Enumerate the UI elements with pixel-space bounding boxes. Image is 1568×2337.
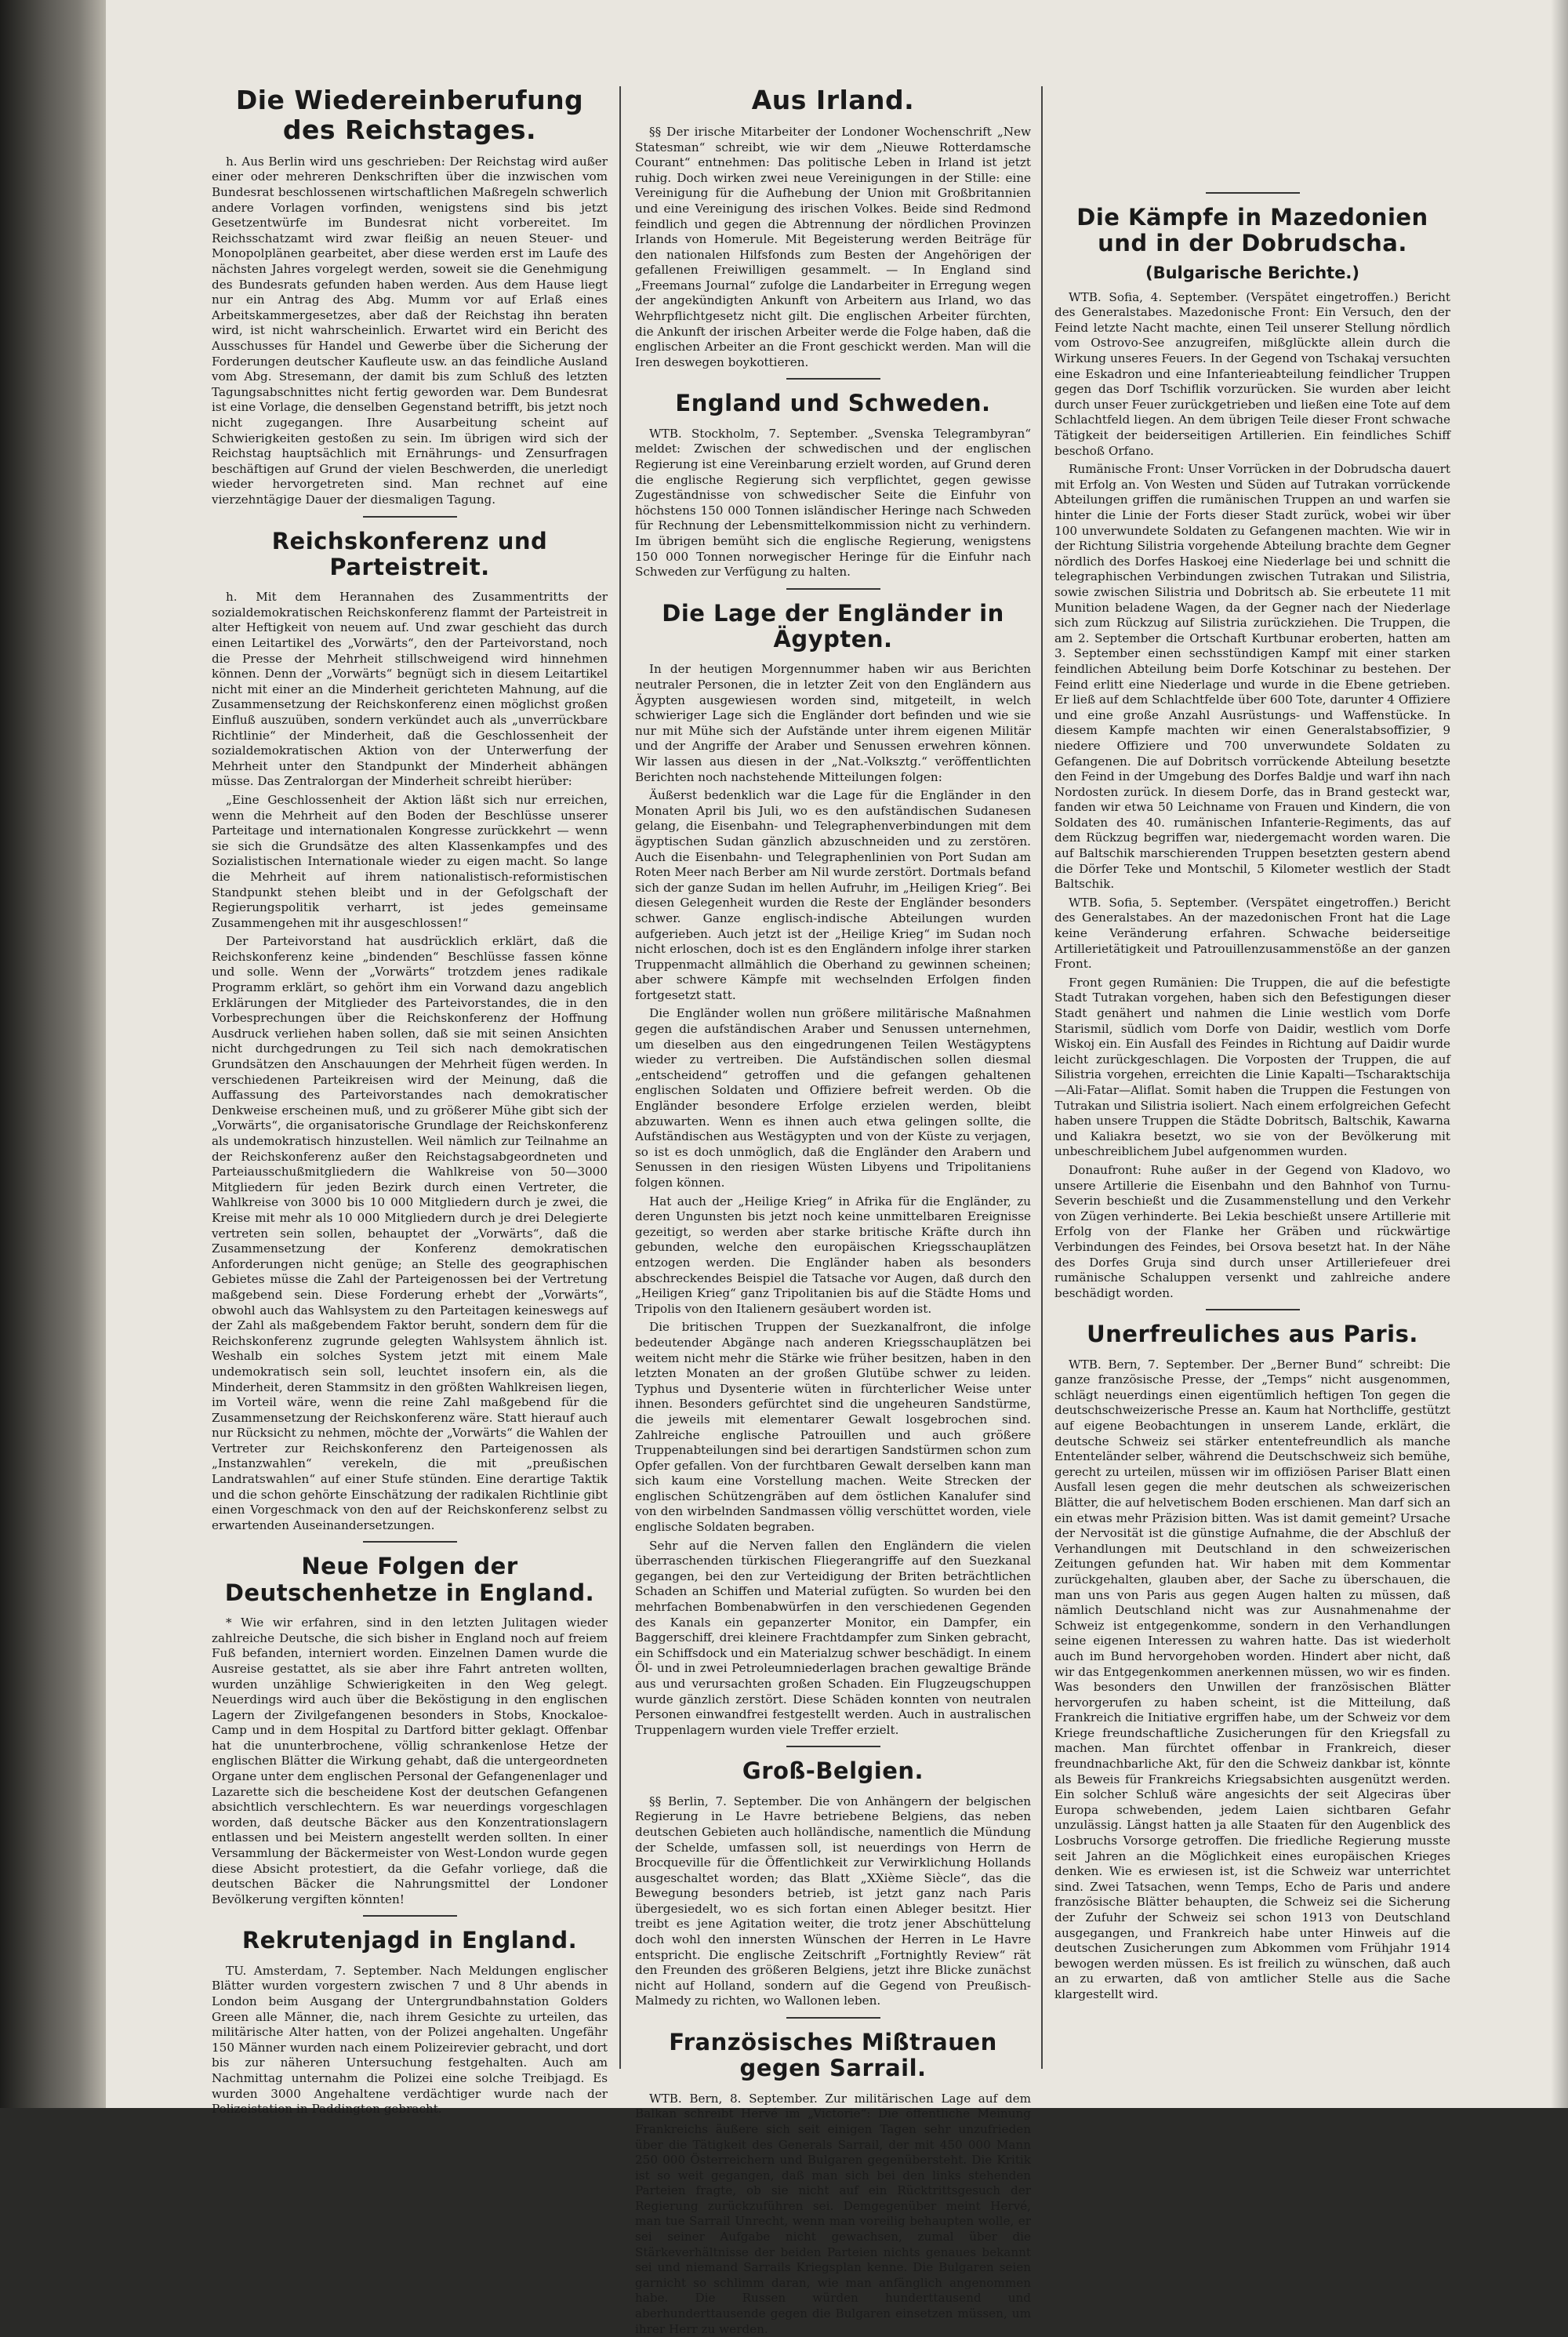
book-binding-edge bbox=[0, 0, 106, 2108]
separator bbox=[786, 2017, 880, 2019]
separator bbox=[786, 588, 880, 590]
separator bbox=[1206, 1309, 1300, 1310]
paragraph: §§ Der irische Mitarbeiter der Londoner Wochenschrift „New Statesman“ schreibt, wie wir dem „Nieuwe Rotterdamsche Courant“ entnehmen: Das politische Leben in Irland ist jetzt ruhig. Doch wirken zwei neue Vereinigungen in der Stille: eine Vereinigung für die Aufhebung der Union mit Großbritannien und eine Vereinigung des irischen Volkes. Beide sind Redmond feindlich und gegen die Abtrennung der nördlichen Provinzen Irlands von Homerule. Mit Begeisterung werden Beiträge für den nationalen Hilfsfonds zum Besten der Angehörigen der gefallenen Freiwilligen gesammelt. — In England sind „Freemans Journal“ zufolge die Landarbeiter in Erregung wegen der angekündigten Ankunft von Arbeitern aus Irland, wo das Wehrpflichtgesetz nicht gilt. Die englischen Arbeiter fürchten, die Ankunft der irischen Arbeiter werde die Folge haben, daß die englischen Arbeiter an die Front geschickt werden. Man will die Iren deswegen boykottieren. bbox=[635, 124, 1031, 369]
separator bbox=[1206, 192, 1300, 194]
headline-mazedonien: Die Kämpfe in Mazedonien und in der Dobrudscha. bbox=[1076, 204, 1428, 257]
paragraph: WTB. Sofia, 4. September. (Verspätet eingetroffen.) Bericht des Generalstabes. Mazedonische Front: Ein Versuch, den der Feind letzte Nacht machte, einen Teil unserer Stellung nördlich vom Ostrovo-See anzugreifen, mißglückte allein durch die Wirkung unseres Feuers. In der Gegend von Tschakaj versuchten eine Eskadron und eine Infanterieabteilung feindlicher Truppen gegen das Dorf Tschiflik vorzurücken. Sie wurden aber leicht durch unser Feuer zurückgetrieben und ließen eine Tote auf dem Schlachtfeld liegen. An dem übrigen Teile dieser Front schwache Tätigkeit der beiderseitigen Artillerien. Ein feindliches Schiff beschoß Orfano. bbox=[1054, 289, 1450, 458]
paragraph: Sehr auf die Nerven fallen den Engländern die vielen überraschenden türkischen Fliegerangriffe auf den Suezkanal gegangen, bei den zur Verteidigung der Briten beträchtlichen Schaden an Schiffen und Material zufügten. So wurden bei den mehrfachen Bombenabwürfen in den verschiedenen Gegenden des Kanals ein gepanzerter Monitor, ein Dampfer, ein Baggerschiff, drei kleinere Frachtdampfer zum Sinken gebracht, ein Schiffsdock und ein Materialzug schwer beschädigt. In einem Öl- und in zwei Petroleumniederlagen brachen gewaltige Brände aus und verursachten großen Schaden. Ein Flugzeugschuppen wurde gänzlich zerstört. Diese Schäden konnten von neutralen Personen einwandfrei festgestellt werden. Auch in australischen Truppenlagern wurden viele Treffer erzielt. bbox=[635, 1538, 1031, 1737]
newspaper-page bbox=[106, 0, 1568, 2336]
paragraph: * Wie wir erfahren, sind in den letzten Julitagen wieder zahlreiche Deutsche, die sich bisher in England noch auf freiem Fuß befanden, interniert worden. Einzelnen Damen wurde die Ausreise gestattet, als sie aber ihre Fahrt antreten wollten, wurden unzählige Schwierigkeiten in den Weg gelegt. Neuerdings wird auch über die Beköstigung in den englischen Lagern der Zivilgefangenen besonders in Stobs, Knockaloe-Camp und in dem Hospital zu Dartford bitter geklagt. Offenbar hat die ununterbrochene, völlig schrankenlose Hetze der englischen Blätter die Wirkung gehabt, daß die untergeordneten Organe unter dem englischen Personal der Gefangenenlager und Lazarette sich die bescheidene Kost der deutschen Gefangenen absichtlich verschlechtern. Es war neuerdings vorgeschlagen worden, daß deutsche Bäcker aus den Konzentrationslagern entlassen und bei Meistern angestellt werden sollten. In einer Versammlung der Bäckermeister von West-London wurde gegen diese Absicht protestiert, da die Gefahr vorliege, daß die deutschen Bäcker die Nahrungsmittel der Londoner Bevölkerung vergiften könnten! bbox=[212, 1616, 608, 1906]
paragraph: WTB. Bern, 8. September. Zur militärischen Lage auf dem Balkan schreibt Hervé im „Victorie“: Die öffentliche Meinung Frankreichs äußere sich seit einigen Tagen sehr unzufrieden über die Tätigkeit des Generals Sarrail, der mit 450 000 Mann 250 000 Österreichern und Bulgaren gegenübersteht. Die Kritik ist so weit gegangen, daß man sich bei den links stehenden Parteien fragte, ob sie nicht auf ein Rücktrittsgesuch der Regierung zurückzuführen sei. Demgegenüber meint Hervé, man tue Sarrail Unrecht, wenn man voreilig behaupten wolle, er sei seiner Aufgabe nicht gewachsen, zumal über die Stärkeverhältnisse der beiden Parteien nichts genaues bekannt sei und niemand Sarrails Kriegsplan kenne. Die Bulgaren seien garnicht so schlimm daran, wie man anfänglich angenommen habe. Die Russen würden hunderttausend und aberhunderttausende gegen die Bulgaren einsetzen müssen, um ihrer Herr zu werden. bbox=[635, 2091, 1031, 2336]
paragraph: Die Engländer wollen nun größere militärische Maßnahmen gegen die aufständischen Araber und Senussen unternehmen, um dieselben aus den eingedrungenen Teilen Westägyptens wieder zu vertreiben. Die Aufständischen sollen diesmal „entscheidend“ getroffen und die gefangen gehaltenen englischen Soldaten und Offiziere befreit werden. Ob die Engländer besondere Erfolge erzielen werden, bleibt abzuwarten. Wenn es ihnen auch etwa gelingen sollte, die Aufständischen aus Westägypten und von der Küste zu verjagen, so ist es doch unmöglich, daß die Engländer den Arabern und Senussen in den riesigen Wüsten Libyens und Tripolitaniens folgen können. bbox=[635, 1006, 1031, 1190]
column-3 bbox=[1054, 75, 1450, 2077]
paragraph: TU. Amsterdam, 7. September. Nach Meldungen englischer Blätter wurden vorgestern zwischen 7 und 8 Uhr abends in London beim Ausgang der Untergrundbahnstation Golders Green alle Männer, die, nach ihrem Gesichte zu urteilen, das militärische Alter hatten, von der Polizei angehalten. Ungefähr 150 Männer wurden nach einem Polizeirevier gebracht, und dort bis zur näheren Untersuchung festgehalten. Auch am Nachmittag unternahm die Polizei eine solche Treibjagd. Es wurden 3000 Angehaltene verdächtiger wurde nach der Polizeistation in Paddington gebracht. bbox=[212, 1963, 608, 2117]
paragraph: Hat auch der „Heilige Krieg“ in Afrika für die Engländer, zu deren Ungunsten bis jetzt noch keine unmittelbaren Ereignisse gezeitigt, so werden aber starke britische Kräfte durch ihn gebunden, welche den europäischen Kriegsschauplätzen entzogen werden. Die Engländer haben als besonders abschreckendes Beispiel die Tatsache vor Augen, daß durch den „Heiligen Krieg“ ganz Tripolitanien bis auf die Städte Homs und Tripolis von den Italienern gesäubert worden ist. bbox=[635, 1194, 1031, 1316]
paragraph: Donaufront: Ruhe außer in der Gegend von Kladovo, wo unsere Artillerie die Eisenbahn und den Bahnhof von Turnu-Severin beschießt und die Zusammenstellung und den Verkehr von Zügen verhinderte. Bei Lekia beschießt unsere Artillerie mit Erfolg von der Flanke her Gräben und rückwärtige Verbindungen des Feindes, bei Orsova besetzt hat. In der Nähe des Dorfes Gruja sind durch unser Artilleriefeuer drei rumänische Schaluppen versenkt und zahlreiche andere beschädigt worden. bbox=[1054, 1162, 1450, 1300]
separator bbox=[363, 1915, 457, 1917]
paragraph: Front gegen Rumänien: Die Truppen, die auf die befestigte Stadt Tutrakan vorgehen, haben sich den Befestigungen dieser Stadt genähert und nahmen die Linie westlich vom Dorfe Starismil, südlich vom Dorfe von Daidir, westlich vom Dorfe Wiskoj ein. Ein Ausfall des Feindes in Richtung auf Daidir wurde leicht zurückgeschlagen. Die Vorposten der Truppen, die auf Silistria vorgehen, erreichten die Linie Kapalti—Tscharaktschija—Ali-Fatar—Aliflat. Somit haben die Truppen die Festungen von Tutrakan und Silistria isoliert. Nach einem erfolgreichen Gefecht haben unsere Truppen die Städte Dobritsch, Baltschik, Kawarna und Kaliakra besetzt, wo sie von der Bevölkerung mit unbeschreiblichem Jubel aufgenommen wurden. bbox=[1054, 975, 1450, 1159]
paragraph: „Eine Geschlossenheit der Aktion läßt sich nur erreichen, wenn die Mehrheit auf den Boden der Beschlüsse unserer Parteitage und internationalen Kongresse zurückkehrt — wenn sie sich die Grundsätze des alten Klassenkampfes und des Sozialistischen Internationale wieder zu eigen macht. So lange die Mehrheit auf ihrem nationalistisch-reformistischen Standpunkt stehen bleibt und in der Gefolgschaft der Regierungspolitik verharrt, ist jedes gemeinsame Zusammengehen mit ihr ausgeschlossen!“ bbox=[212, 792, 608, 930]
paragraph: WTB. Stockholm, 7. September. „Svenska Telegrambyran“ meldet: Zwischen der schwedischen und der englischen Regierung ist eine Vereinbarung erzielt worden, auf Grund deren die englische Regierung sich verpflichtet, gegen gewisse Zugeständnisse von schwedischer Seite die Einfuhr von höchstens 150 000 Tonnen isländischer Heringe nach Schweden für Rechnung der Lebensmittelkommission nicht zu verhindern. Im übrigen bemüht sich die englische Regierung, wenigstens 150 000 Tonnen norwegischer Heringe für die Einfuhr nach Schweden zur Verfügung zu halten. bbox=[635, 426, 1031, 580]
headline-rekrutenjagd: Rekrutenjagd in England. bbox=[241, 1927, 578, 1954]
headline-sarrail: Französisches Mißtrauen gegen Sarrail. bbox=[669, 2029, 997, 2082]
headline-reichskonferenz: Reichskonferenz und Parteistreit. bbox=[271, 527, 548, 580]
paragraph: WTB. Sofia, 5. September. (Verspätet eingetroffen.) Bericht des Generalstabes. An der mazedonischen Front hat die Lage keine Veränderung erfahren. Schwache beiderseitige Artillerietätigkeit und Patrouillenzusammenstöße an der ganzen Front. bbox=[1054, 895, 1450, 972]
separator bbox=[786, 378, 880, 380]
headline-aegypten: Die Lage der Engländer in Ägypten. bbox=[662, 599, 1004, 653]
paragraph: h. Aus Berlin wird uns geschrieben: Der Reichstag wird außer einer oder mehreren Denkschriften über die inzwischen vom Bundesrat beschlossenen wirtschaftlichen Maßregeln schwerlich andere Vorlagen vorfinden, wenigstens sind bis jetzt Gesetzentwürfe im Bundesrat nicht vorbereitet. Im Reichsschatzamt wird zwar fleißig an neuen Steuer- und Monopolplänen gearbeitet, aber diese werden erst im Laufe des nächsten Jahres vorgelegt werden, soweit sie die Genehmigung des Bundesrats gefunden haben werden. Aus dem Hause liegt nur ein Antrag des Abg. Mumm vor auf Erlaß eines Arbeitskammergesetzes, aber daß der Reichstag ihn beraten wird, ist nicht wahrscheinlich. Erwartet wird ein Bericht des Ausschusses für Handel und Gewerbe über die Sicherung der Forderungen deutscher Kaufleute usw. an das feindliche Ausland vom Abg. Stresemann, der damit bis zum Schluß des letzten Tagungsabschnittes nicht fertig geworden war. Dem Bundesrat ist eine Vorlage, die denselben Gegenstand betrifft, bis jetzt noch nicht zugegangen. Ihre Ausarbeitung scheint auf Schwierigkeiten gestoßen zu sein. Im übrigen wird sich der Reichstag hauptsächlich mit Ernährungs- und Zensurfragen beschäftigen auf Grund der vielen Beschwerden, die unerledigt wieder hervorgetreten sind. Man rechnet auf eine vierzehntägige Dauer der diesmaligen Tagung. bbox=[212, 154, 608, 507]
paragraph: §§ Berlin, 7. September. Die von Anhängern der belgischen Regierung in Le Havre betriebene Belgiens, das neben deutschen Gebieten auch holländische, namentlich die Mündung der Schelde, umfassen soll, ist neuerdings von Herrn de Brocqueville für die Öffentlichkeit zur Verwirklichung Hollands ausgeschaltet worden; das Blatt „XXième Siècle“, das die Bewegung besonders betrieb, ist jetzt ganz nach Paris übergesiedelt, wo es sich fortan einen Ableger besitzt. Hier treibt es jene Agitation weiter, die trotz jener Abschüttelung doch wohl den innersten Wünschen der Herren in Le Havre entspricht. Die englische Zeitschrift „Fortnightly Review“ rät den Freunden des größeren Belgiens, jetzt ihre Blicke zunächst nicht auf Holland, sondern auf die Gegend von Preußisch-Malmedy zu richten, wo Wallonen leben. bbox=[635, 1794, 1031, 2008]
paragraph: Rumänische Front: Unser Vorrücken in der Dobrudscha dauert mit Erfolg an. Von Westen und Süden auf Tutrakan vorrückende Abteilungen griffen die rumänischen Truppen an und warfen sie hinter die Linie der Forts dieser Stadt zurück, wobei wir über 100 unverwundete Soldaten zu Gefangenen machten. Wie wir in der Richtung Silistria vorgehende Abteilung brachte dem Gegner nördlich des Dorfes Haskoej eine Niederlage bei und schnitt die telegraphischen Verbindungen zwischen Tutrakan und Silistria, sowie zwischen Silistria und Dobritsch ab. Sie erbeutete 11 mit Munition beladene Wagen, da der Gegner nach der Niederlage sich zum Rückzug auf Silistria zurückziehen. Die Truppen, die am 2. September die Ortschaft Kurtbunar eroberten, hatten am 3. September einen sechsstündigen Kampf mit einer starken feindlichen Abteilung beim Dorfe Kotschinar zu bestehen. Der Feind erlitt eine Niederlage und wurde in die Ebene getrieben. Er ließ auf dem Schlachtfelde über 600 Tote, darunter 4 Offiziere und eine große Anzahl Ausrüstungs- und Waffenstücke. In diesem Kampfe machten wir einen Generalstabsoffizier, 9 niedere Offiziere und 700 unverwundete Soldaten zu Gefangenen. Die auf Dobritsch vorrückende Abteilung besetzte den Feind in der Umgebung des Dorfes Baldje und warf ihn nach Nordosten zurück. In diesem Dorfe, das in Brand gesteckt war, fanden wir etwa 50 Leichname von Frauen und Kindern, die von Soldaten des 40. rumänischen Infanterie-Regiments, das auf dem Rückzug begriffen war, niedergemacht worden waren. Die auf Baltschik marschierenden Truppen besetzten gestern abend die Dörfer Teke und Montschil, 5 Kilometer westlich der Stadt Baltschik. bbox=[1054, 462, 1450, 892]
subheadline-bulgarische-berichte: (Bulgarische Berichte.) bbox=[1145, 263, 1360, 282]
headline-england-schweden: England und Schweden. bbox=[675, 390, 991, 417]
paragraph: Äußerst bedenklich war die Lage für die Engländer in den Monaten April bis Juli, wo es den aufständischen Sudanesen gelang, die Eisenbahn- und Telegraphenverbindungen mit dem ägyptischen Sudan gänzlich abzuschneiden und zu zerstören. Auch die Eisenbahn- und Telegraphenlinien von Port Sudan am Roten Meer nach Berber am Nil wurde zerstört. Dortmals befand sich der ganze Sudan im hellen Aufruhr, im „Heiligen Krieg“. Bei diesen Gelegenheit wurden die Reste der Engländer besonders schwer. Ganze englisch-indische Abteilungen wurden aufgerieben. Auch jetzt ist der „Heilige Krieg“ im Sudan noch nicht erloschen, doch ist es den Engländern infolge ihrer starken Truppenmacht allmählich die Oberhand zu gewinnen scheinen; aber schwere Kämpfe mit wechselnden Erfolgen finden fortgesetzt statt. bbox=[635, 788, 1031, 1002]
separator bbox=[363, 1541, 457, 1543]
paragraph: Die britischen Truppen der Suezkanalfront, die infolge bedeutender Abgänge nach anderen Kriegsschauplätzen bei weitem nicht mehr die Stärke wie früher besitzen, haben in den letzten Monaten an der großen Glutübe schwer zu leiden. Typhus und Dysenterie wüten in fürchterlicher Weise unter ihnen. Besonders gefürchtet sind die ungeheuren Sandstürme, die jeweils mit elementarer Gewalt losgebrochen sind. Zahlreiche englische Patrouillen und auch größere Truppenabteilungen sind bei derartigen Sandstürmen schon zum Opfer gefallen. Von der furchtbaren Gewalt derselben kann man sich kaum eine Vorstellung machen. Weite Strecken der englischen Schützengräben auf dem östlichen Kanalufer sind von den wirbelnden Sandmassen völlig verschüttet worden, viele englische Soldaten begraben. bbox=[635, 1320, 1031, 1535]
column-rule bbox=[619, 86, 621, 2069]
column-2 bbox=[635, 75, 1031, 2336]
separator bbox=[786, 1746, 880, 1747]
column-rule bbox=[1041, 86, 1043, 2069]
column-1 bbox=[212, 75, 608, 2117]
headline-irland: Aus Irland. bbox=[751, 85, 915, 115]
paragraph: In der heutigen Morgennummer haben wir aus Berichten neutraler Personen, die in letzter Zeit von den Engländern aus Ägypten ausgewiesen worden sind, mitgeteilt, in welch schwieriger Lage sich die Engländer dort befinden und wie sie nur mit Mühe sich der Aufstände unter ihrem eigenen Militär und der Angriffe der Araber und Senussen erwehren können. Wir lassen aus diesen in der „Nat.-Volksztg.“ veröffentlichten Berichten noch nachstehende Mitteilungen folgen: bbox=[635, 662, 1031, 784]
separator bbox=[363, 516, 457, 518]
headline-reichstag: Die Wiedereinberufung des Reichstages. bbox=[235, 85, 584, 145]
paragraph: Der Parteivorstand hat ausdrücklich erklärt, daß die Reichskonferenz keine „bindenden“ Beschlüsse fassen könne und solle. Wenn der „Vorwärts“ trotzdem jenes radikale Programm erklärt, so gehört ihm ein Vorwand dazu angeblich Erklärungen der Mitglieder des Parteivorstandes, die in den Vorbesprechungen über die Reichskonferenz der Hoffnung Ausdruck verliehen haben sollen, daß sie mit seinen Ansichten nicht durchgedrungen zu Teil sich nach demokratischen Grundsätzen den Anschauungen der Mehrheit fügen werden. In verschiedenen Parteikreisen wird der Meinung, daß die Auffassung des Parteivorstandes nach demokratischer Denkweise erscheinen muß, und zu größerer Mühe gibt sich der „Vorwärts“, die organisatorische Grundlage der Reichskonferenz als undemokratisch hinzustellen. Weil nämlich zur Teilnahme an der Reichskonferenz außer den Reichstagsabgeordneten und Parteiausschußmitgliedern die Wahlkreise von 50—3000 Mitgliedern für jeden Bezirk durch einen Vertreter, die Wahlkreise von 3000 bis 10 000 Mitgliedern durch je zwei, die Kreise mit mehr als 10 000 Mitgliedern durch je drei Delegierte vertreten sein sollen, behauptet der „Vorwärts“, daß die Zusammensetzung der Konferenz demokratischen Anforderungen nicht genüge; an Stelle des geographischen Gebietes müsse die Zahl der Parteigenossen bei der Vertretung maßgebend sein. Diese Forderung erhebt der „Vorwärts“, obwohl auch das Wahlsystem zu den Parteitagen keineswegs auf der Zahl als maßgebendem Faktor beruht, sondern dem für die Reichskonferenz zugrunde gelegten Wahlsystem ähnlich ist. Weshalb ein solches System jetzt mit einem Male undemokratisch sein soll, leuchtet insofern ein, als die Minderheit, deren Stammsitz in den größten Wahlkreisen liegen, im Vorteil wäre, wenn die reine Zahl maßgebend für die Zusammensetzung der Reichskonferenz wäre. Statt hierauf auch nur Rücksicht zu nehmen, möchte der „Vorwärts“ die Wahlen der Vertreter zur Reichskonferenz den Parteigenossen als „Instanzwahlen“ verekeln, die mit „preußischen Landratswahlen“ auf einer Stufe stünden. Eine derartige Taktik und die schon gehörte Einschätzung der radikalen Richtlinie gibt einen Vorgeschmack von den auf der Reichskonferenz selbst zu erwartenden Auseinandersetzungen. bbox=[212, 934, 608, 1532]
paragraph: WTB. Bern, 7. September. Der „Berner Bund“ schreibt: Die ganze französische Presse, der „Temps“ nicht ausgenommen, schlägt neuerdings einen eigentümlich heftigen Ton gegen die deutschschweizerische Presse an. Kaum hat Northcliffe, gestützt auf eigene Beobachtungen in unserem Lande, erklärt, die deutsche Schweiz sei stärker ententefreundlich als manche Ententeländer selber, während die Deutschschweiz sich bemühe, gerecht zu urteilen, müssen wir im offiziösen Pariser Blatt einen Ausfall lesen gegen die mehr deutschen als schweizerischen Blätter, die auf helvetischem Boden erschienen. Man darf sich an ein etwas mehr Präzision bitten. Was ist damit gemeint? Ursache der Nervosität ist die günstige Aufnahme, die der Abschluß der Verhandlungen mit Deutschland in den schweizerischen Zeitungen gefunden hat. Wir haben mit dem Kommentar zurückgehalten, glauben aber, der Sache zu überschauen, die man uns von Paris aus gegen Augen halten zu müssen, daß nämlich Deutschland nicht was zur Ausnahmenahme der Schweiz ist entgegenkomme, sondern in den Verhandlungen seine eigenen Interessen zu wahren hatte. Das ist wiederholt auch im Bund hervorgehoben worden. Hindert aber nicht, daß wir das Entgegenkommen anerkennen müssen, wo wir es finden. Was besonders den Unwillen der französischen Blätter hervorgerufen zu haben scheint, ist die Mitteilung, daß Frankreich die Initiative ergriffen habe, um der Schweiz vor dem Kriege freundschaftliche Zusicherungen für den Kriegsfall zu machen. Man fürchtet offenbar in Frankreich, dieser freundnachbarliche Akt, für den die Schweiz dankbar ist, könnte als Beweis für Frankreichs Kriegsabsichten ausgenützt werden. Ein solcher Schluß wäre angesichts der seit Algeciras über Europa schwebenden, jedem Laien sichtbaren Gefahr unzulässig. Längst hatten ja alle Staaten für den Augenblick des Losbruchs Vorsorge getroffen. Die friedliche Regierung musste seit Jahren an die Möglichkeit eines europäischen Krieges denken. Wie es erwiesen ist, ist die Schweiz war unterrichtet sind. Zwei Tatsachen, wenn Temps, Echo de Paris und andere französische Blätter behaupten, die Schweiz sei die Sicherung der Zufuhr der Schweiz sei schon 1913 von Deutschland ausgegangen, und Frankreich habe unter Hinweis auf die deutschen Zusicherungen zum Abkommen vom Frühjahr 1914 bewogen werden müssen. Es ist freilich zu wünschen, daß auch an zu erwarten, daß von amtlicher Stelle aus die Sache klargestellt wird. bbox=[1054, 1357, 1450, 2001]
headline-paris: Unerfreuliches aus Paris. bbox=[1087, 1321, 1418, 1348]
headline-gross-belgien: Groß-Belgien. bbox=[742, 1757, 924, 1785]
headline-deutschenhetze: Neue Folgen der Deutschenhetze in England. bbox=[224, 1553, 595, 1606]
paragraph: h. Mit dem Herannahen des Zusammentritts der sozialdemokratischen Reichskonferenz flammt der Parteistreit in alter Heftigkeit von neuem auf. Und zwar geschieht das durch einen Leitartikel des „Vorwärts“, den der Parteivorstand, noch die Presse der Mehrheit stillschweigend wird hinnehmen können. Denn der „Vorwärts“ begnügt sich in diesem Leitartikel nicht mit einer an die Minderheit gerichteten Mahnung, auf die Zusammensetzung der Reichskonferenz einen möglichst großen Einfluß auszuüben, sondern verkündet auch als „unverrückbare Richtlinie“ der Minderheit, daß die Geschlossenheit der sozialdemokratischen Aktion von der Unterwerfung der Mehrheit unter den Standpunkt der Minderheit abhängen müsse. Das Zentralorgan der Minderheit schreibt hierüber: bbox=[212, 590, 608, 789]
